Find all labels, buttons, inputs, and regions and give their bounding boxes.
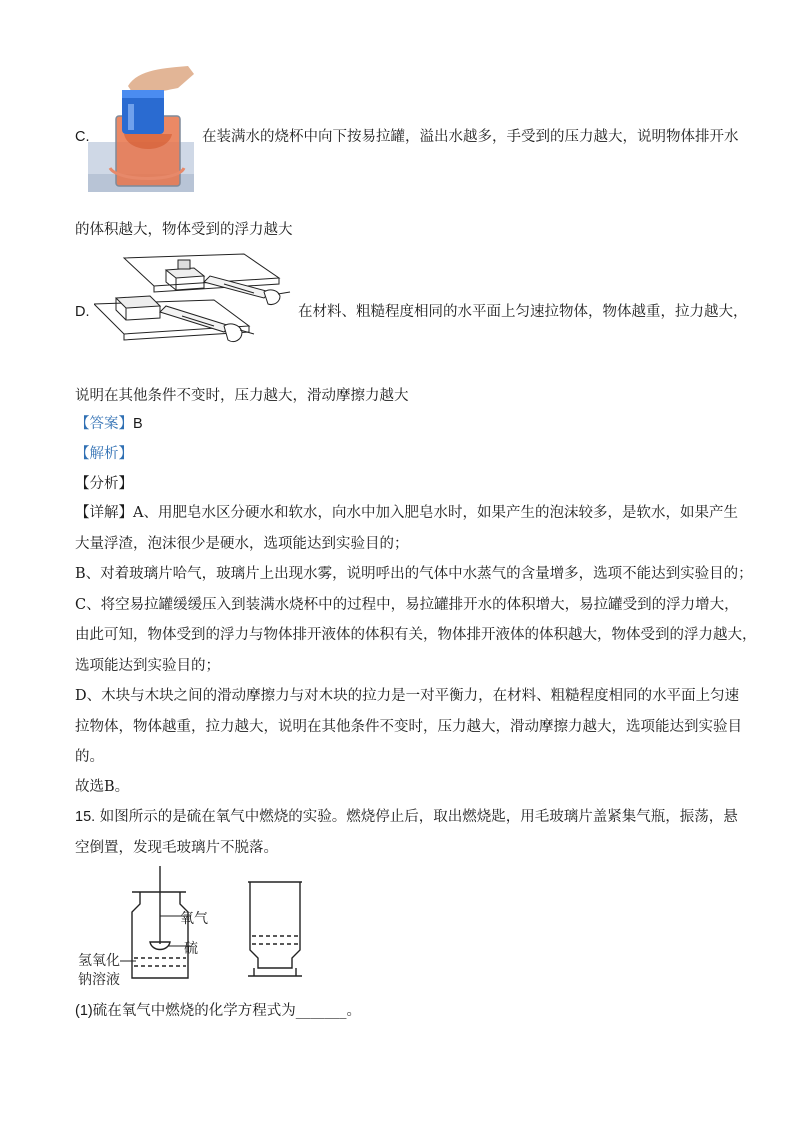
label-naoh-1: 氢氧化 (78, 953, 120, 969)
option-c-letter: C. (75, 129, 90, 145)
answer-tag: 【答案】 (75, 416, 133, 432)
inverted-jar-figure (246, 880, 304, 980)
detail-text-3: B、对着玻璃片哈气，玻璃片上出现水雾，说明呼出的气体中水蒸气的含量增多，选项不能达到实验目的； (75, 566, 753, 582)
label-naoh-2: 钠溶液 (78, 972, 120, 988)
label-oxygen: 氧气 (180, 911, 208, 927)
question-number: 15. (75, 809, 96, 825)
question-15-text-2: 空倒置，发现毛玻璃片不脱落。 (75, 840, 278, 856)
detail-text-9: 的。 (75, 749, 104, 765)
answer-line (75, 414, 143, 434)
option-d-letter: D. (75, 304, 90, 320)
detail-text-2: 大量浮渣，泡沫很少是硬水，选项能达到实验目的； (75, 536, 409, 552)
question-15-line-1 (75, 807, 738, 827)
sub-question-1-prefix: (1) (75, 1003, 93, 1019)
detail-text-1: A、用肥皂水区分硬水和软水，向水中加入肥皂水时，如果产生的泡沫较多，是软水，如果产生 (133, 505, 738, 521)
sub-question-1-end: 。 (346, 1003, 361, 1019)
detail-line-1 (75, 503, 738, 523)
detail-text-7: D、木块与木块之间的滑动摩擦力与对木块的拉力是一对平衡力，在材料、粗糙程度相同的水平面上匀速 (75, 688, 740, 704)
option-d-text-2: 说明在其他条件不变时，压力越大，滑动摩擦力越大 (75, 388, 409, 404)
friction-experiment-figure (94, 248, 292, 360)
option-c-text-1: 在装满水的烧杯中向下按易拉罐，溢出水越多，手受到的压力越大，说明物体排开水 (202, 129, 739, 145)
option-d-text-1: 在材料、粗糙程度相同的水平面上匀速拉物体，物体越重，拉力越大， (298, 304, 748, 320)
answer-blank[interactable]: _______ (295, 1003, 347, 1019)
question-15-text-1: 如图所示的是硫在氧气中燃烧的实验。燃烧停止后，取出燃烧匙，用毛玻璃片盖紧集气瓶，振荡，悬 (99, 809, 738, 825)
analysis-tag: 【解析】 (75, 446, 133, 462)
detail-text-5: 由此可知，物体受到的浮力与物体排开液体的体积有关，物体排开液体的体积越大，物体受到的浮力越大， (75, 627, 757, 643)
beaker-can-photo (88, 64, 194, 192)
detail-text-10: 故选B。 (75, 779, 130, 795)
detail-text-6: 选项能达到实验目的； (75, 658, 220, 674)
fenxi-tag: 【分析】 (75, 476, 133, 492)
sub-question-1 (75, 1001, 361, 1021)
label-sulfur: 硫 (184, 941, 198, 957)
answer-value: B (133, 416, 143, 432)
sub-question-1-text: 硫在氧气中燃烧的化学方程式为 (92, 1003, 296, 1019)
detail-tag: 【详解】 (75, 505, 133, 521)
label-pointer-line (120, 958, 136, 964)
detail-text-8: 拉物体，物体越重，拉力越大，说明在其他条件不变时，压力越大，滑动摩擦力越大，选项能达到实验目 (75, 719, 742, 735)
option-c-text-2: 的体积越大，物体受到的浮力越大 (75, 222, 293, 238)
detail-text-4: C、将空易拉罐缓缓压入到装满水烧杯中的过程中，易拉罐排开水的体积增大，易拉罐受到的浮力增大， (75, 597, 739, 613)
